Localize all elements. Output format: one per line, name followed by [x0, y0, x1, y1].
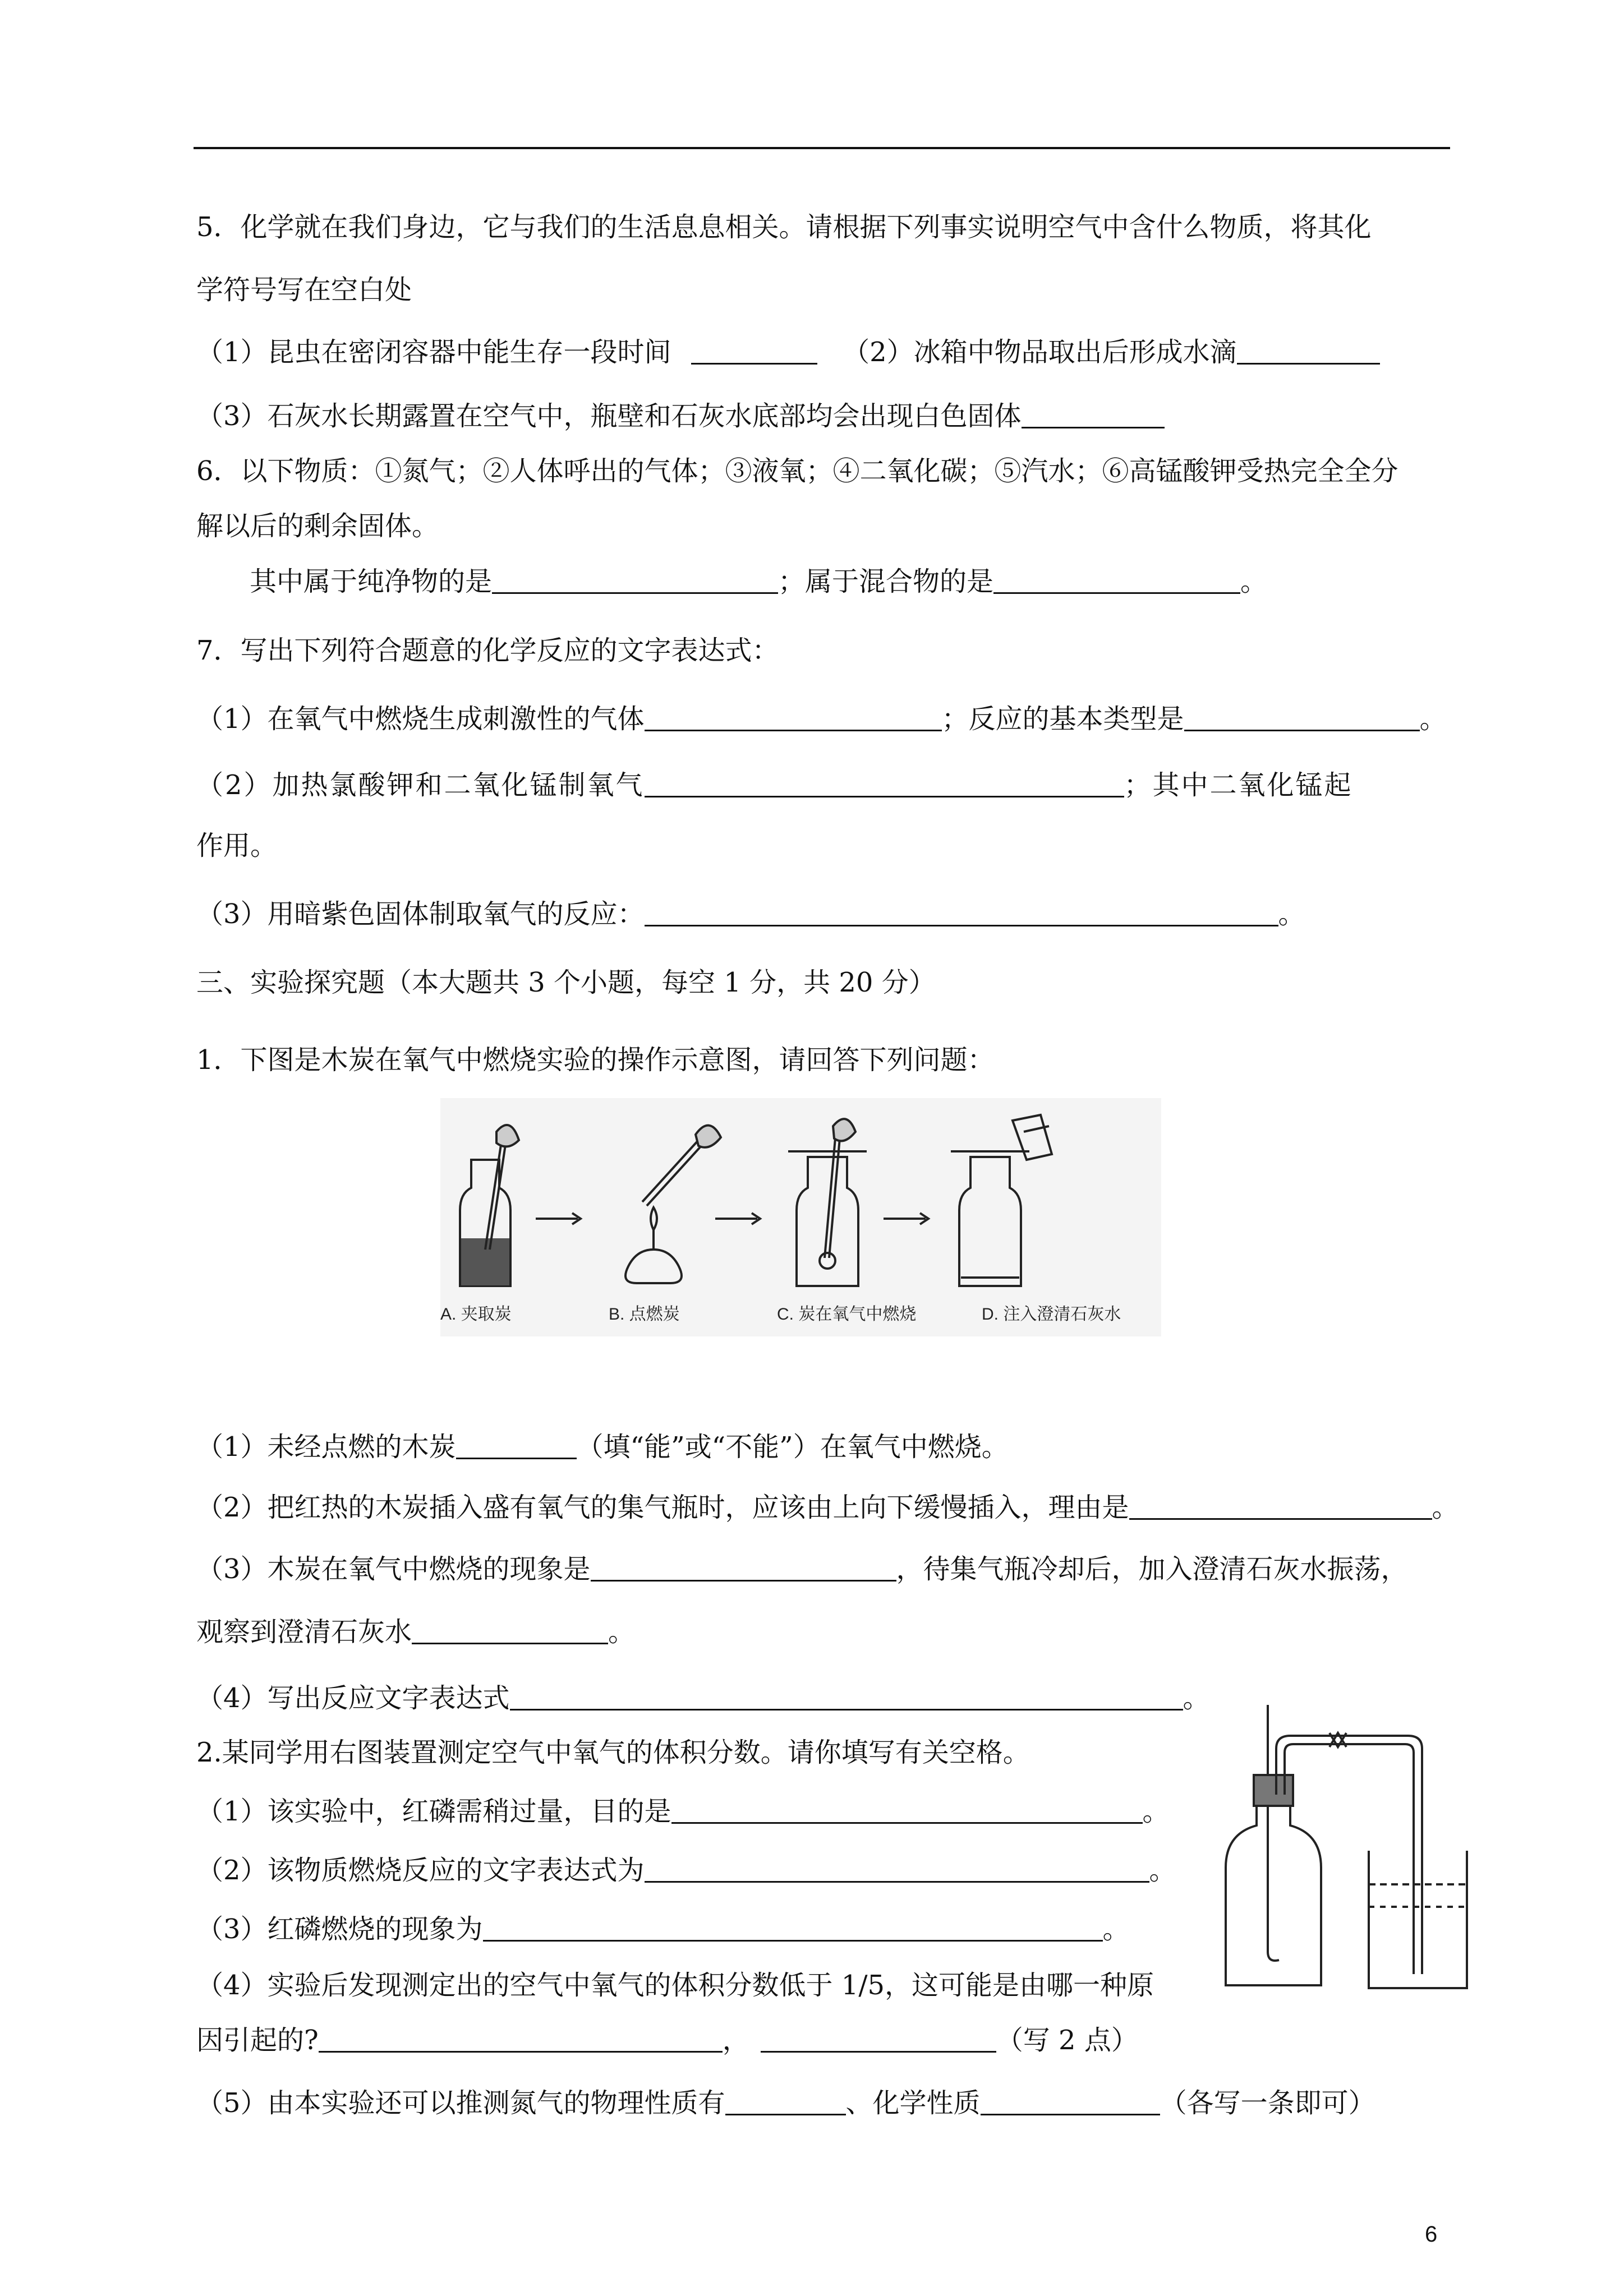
page-number: 6 [1425, 2222, 1438, 2247]
e1-part-3: （3）木炭在氧气中燃烧的现象是 ，待集气瓶冷却后，加入澄清石灰水振荡， [196, 1553, 1408, 1585]
e2-part-2: （2）该物质燃烧反应的文字表达式为 。 [196, 1855, 1176, 1886]
answer-blank[interactable] [645, 771, 1124, 797]
answer-blank[interactable] [645, 1856, 1149, 1883]
figure-label-d: D. 注入澄清石灰水 [982, 1305, 1121, 1324]
answer-blank[interactable] [1237, 338, 1380, 365]
q7-part-3: （3）用暗紫色固体制取氧气的反应： 。 [196, 898, 1305, 930]
answer-blank[interactable] [510, 1684, 1183, 1711]
answer-blank[interactable] [645, 705, 942, 731]
oxygen-measurement-apparatus-figure [1217, 1705, 1470, 1991]
e2-part-3: （3）红磷燃烧的现象为 。 [196, 1914, 1130, 1945]
answer-blank[interactable] [725, 2089, 846, 2115]
e2-part-5: （5）由本实验还可以推测氮气的物理性质有 、化学性质 （各写一条即可） [196, 2087, 1375, 2119]
e1-intro: 1．下图是木炭在氧气中燃烧实验的操作示意图，请回答下列问题： [196, 1044, 995, 1076]
q5-part-3: （3）石灰水长期露置在空气中，瓶壁和石灰水底部均会出现白色固体 [196, 399, 1165, 433]
answer-blank[interactable] [671, 1797, 1143, 1824]
section-title: 三、实验探究题（本大题共 3 个小题，每空 1 分，共 20 分） [196, 967, 936, 998]
answer-blank[interactable] [1022, 402, 1165, 428]
figure-label-b: B. 点燃炭 [609, 1305, 680, 1324]
q7-part-2-cont: 作用。 [196, 830, 278, 861]
header-rule [194, 147, 1450, 149]
q6-line-2: 解以后的剩余固体。 [196, 510, 439, 542]
figure-label-c: C. 炭在氧气中燃烧 [777, 1305, 917, 1324]
answer-blank[interactable] [981, 2089, 1160, 2115]
answer-blank[interactable] [691, 338, 817, 365]
answer-blank[interactable] [319, 2026, 723, 2053]
answer-blank[interactable] [412, 1618, 608, 1644]
answer-blank[interactable] [456, 1433, 577, 1459]
answer-blank[interactable] [591, 1555, 896, 1582]
q7-part-1: （1）在氧气中燃烧生成刺激性的气体 ；反应的基本类型是 。 [196, 703, 1447, 735]
answer-blank[interactable] [1184, 705, 1420, 731]
q5-line-1: 5．化学就在我们身边，它与我们的生活息息相关。请根据下列事实说明空气中含什么物质，将其化 [196, 211, 1372, 243]
e1-part-2: （2）把红热的木炭插入盛有氧气的集气瓶时，应该由上向下缓慢插入，理由是 。 [196, 1492, 1459, 1523]
answer-blank[interactable] [645, 900, 1278, 926]
e2-part-4-cont: 因引起的? ， （写 2 点） [196, 2025, 1138, 2056]
answer-blank[interactable] [761, 2026, 996, 2053]
answer-blank[interactable] [492, 568, 778, 594]
e2-part-1: （1）该实验中，红磷需稍过量，目的是 。 [196, 1796, 1170, 1827]
answer-blank[interactable] [1129, 1493, 1432, 1520]
e2-part-4: （4）实验后发现测定出的空气中氧气的体积分数低于 1/5，这可能是由哪一种原 [196, 1970, 1154, 2001]
q6-line-1: 6．以下物质：①氮气；②人体呼出的气体；③液氧；④二氧化碳；⑤汽水；⑥高锰酸钾受热完全全分 [196, 455, 1398, 487]
answer-blank[interactable] [993, 568, 1240, 594]
q6-line-3: 其中属于纯净物的是 ；属于混合物的是 。 [250, 566, 1268, 597]
q5-part-1: （1）昆虫在密闭容器中能生存一段时间 （2）冰箱中物品取出后形成水滴 [196, 335, 1380, 369]
q7-part-2: （2）加热氯酸钾和二氧化锰制氧气 ；其中二氧化锰起 [196, 769, 1353, 801]
figure-label-a: A. 夹取炭 [440, 1305, 512, 1324]
e1-part-3-cont: 观察到澄清石灰水 。 [196, 1616, 636, 1648]
q5-line-2: 学符号写在空白处 [196, 274, 412, 306]
answer-blank[interactable] [483, 1915, 1103, 1942]
e1-part-1: （1）未经点燃的木炭 （填“能”或“不能”）在氧气中燃烧。 [196, 1431, 1009, 1463]
e1-part-4: （4）写出反应文字表达式 。 [196, 1682, 1210, 1714]
e2-intro: 2.某同学用右图装置测定空气中氧气的体积分数。请你填写有关空格。 [196, 1737, 1030, 1768]
q7-title: 7．写出下列符合题意的化学反应的文字表达式： [196, 635, 779, 666]
charcoal-experiment-figure [440, 1098, 1161, 1336]
